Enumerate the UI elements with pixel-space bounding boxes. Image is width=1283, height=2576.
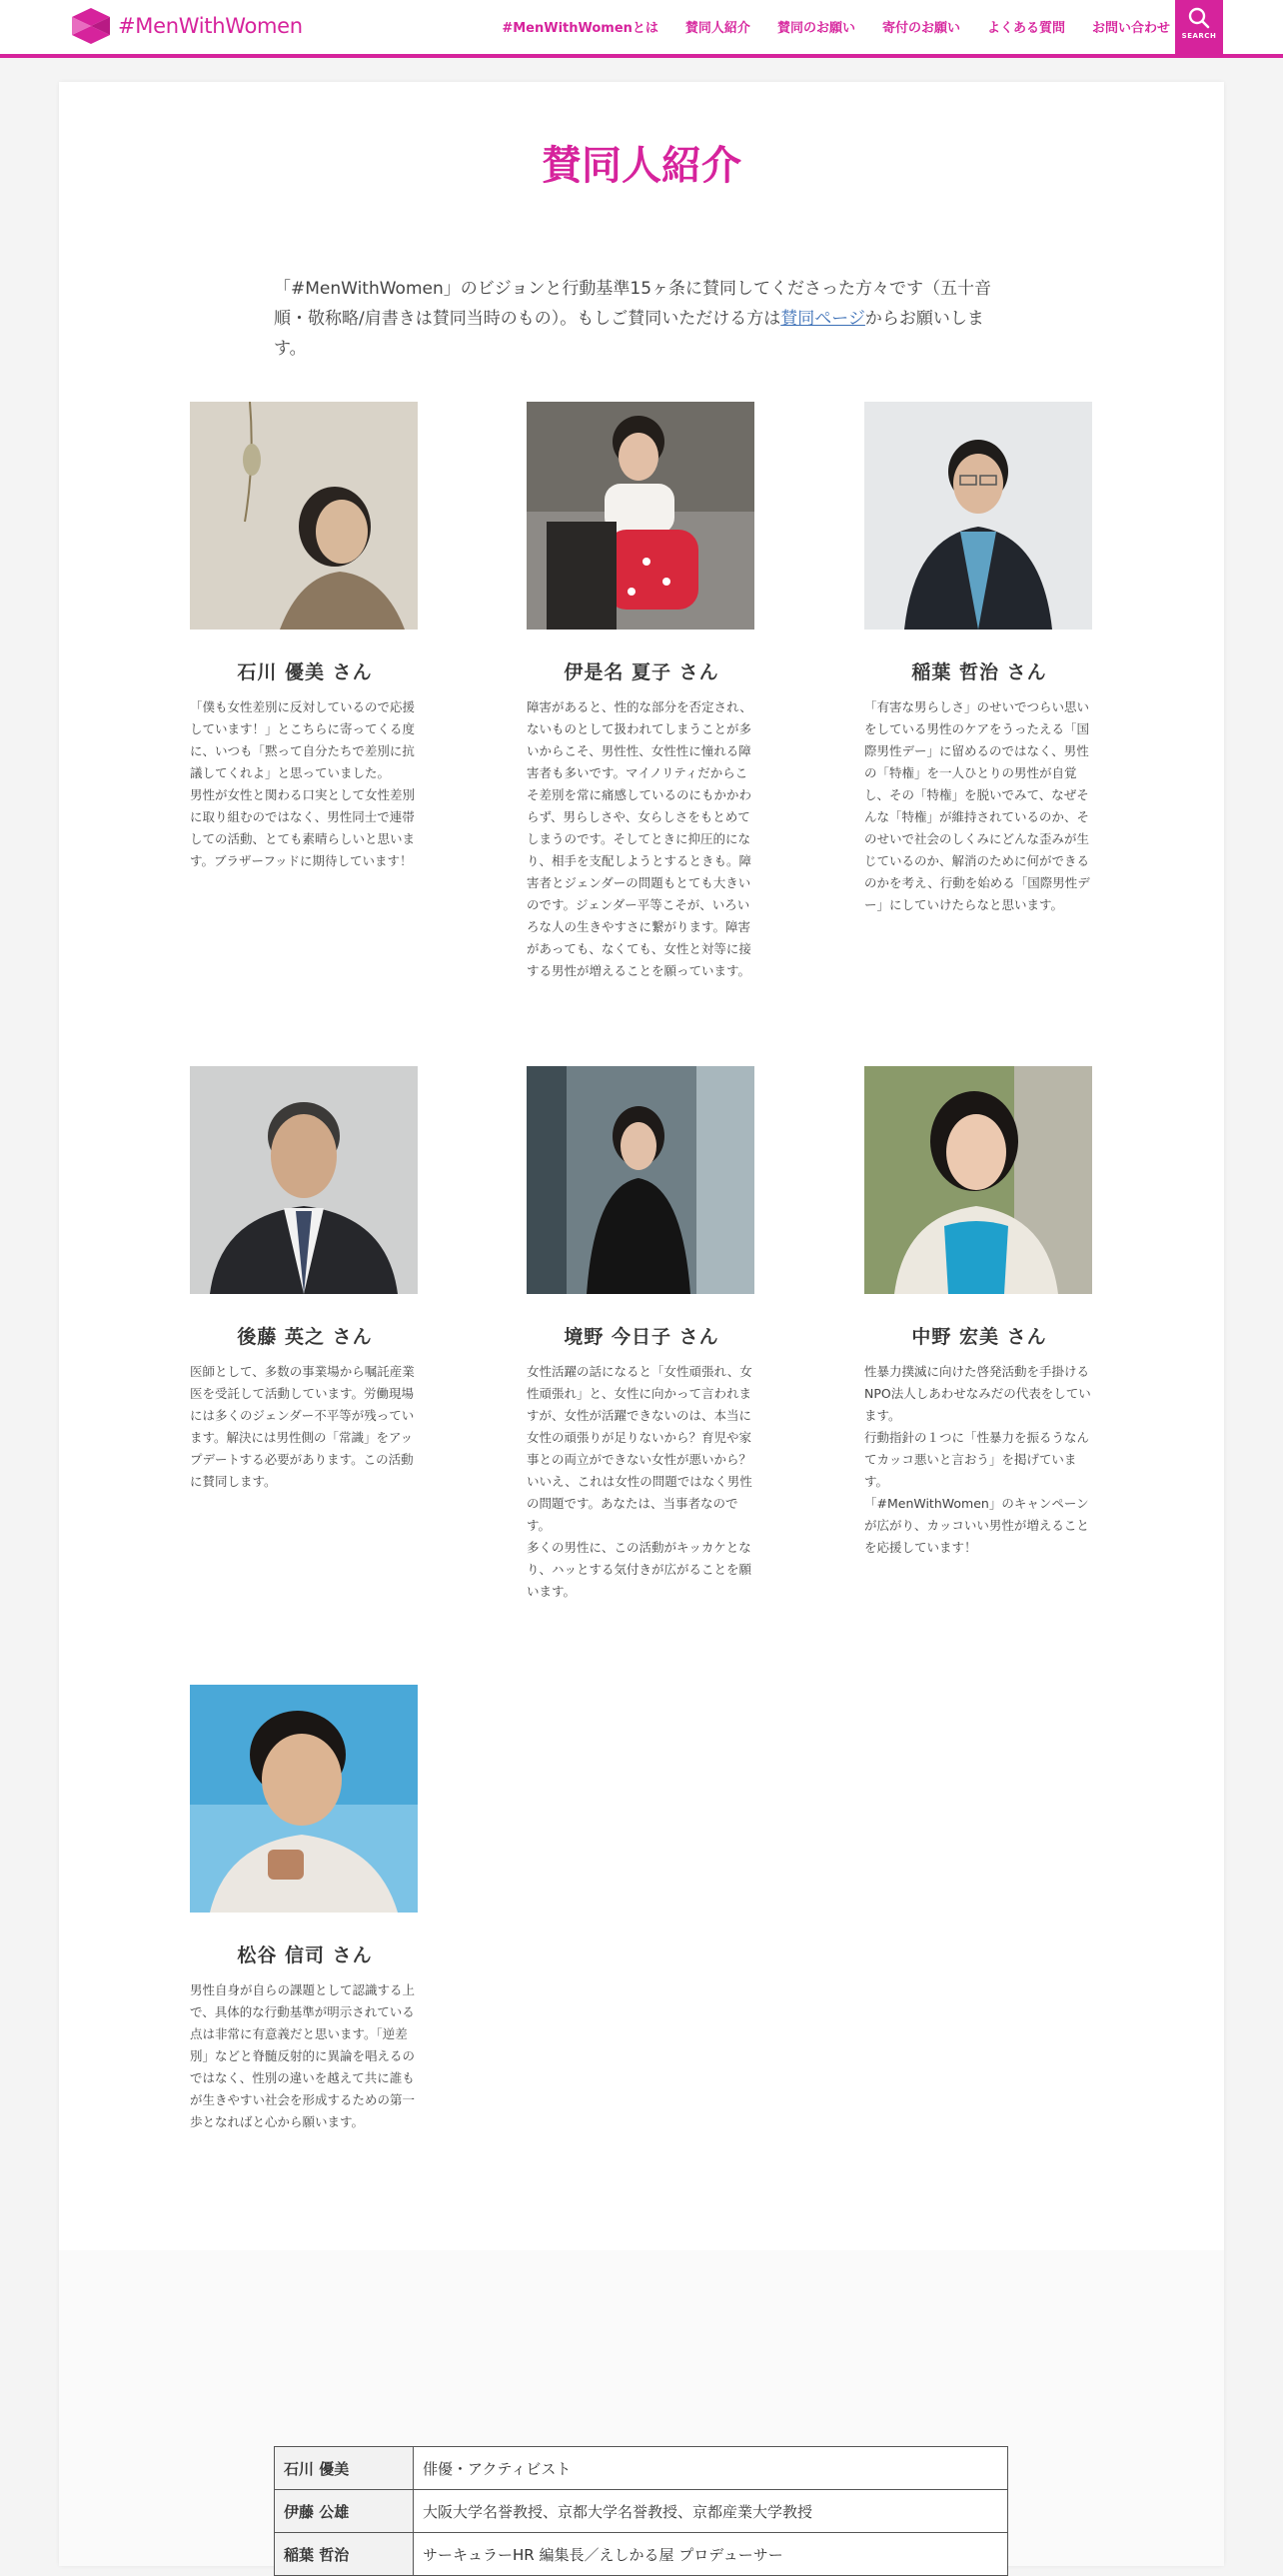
supporter-name: 境野 今日子 さん: [564, 1326, 719, 1348]
content-card: [59, 82, 1224, 2566]
table-cell-role: 俳優・アクティビスト: [414, 2447, 1008, 2490]
nav-faq[interactable]: よくある質問: [986, 20, 1065, 36]
intro-text: [274, 274, 1008, 364]
supporter-photo: [190, 402, 418, 630]
site-logo[interactable]: [72, 8, 303, 44]
nav-about[interactable]: #MenWithWomenとは: [502, 20, 658, 36]
search-button[interactable]: [1175, 0, 1223, 54]
supporter-comment: 女性活躍の話になると「女性頑張れ、女性頑張れ」と、女性に向かって言われますが、女性が活躍できないのは、本当に女性の頑張りが足りないから？育児や家事との両立ができない女性が悪いから？ いいえ、これは女性の問題ではなく男性の問題です。あなたは、当事者なのです。 多くの男性に、この活動がキッカケとなり、ハッとする気付きが広がることを願います。: [527, 1364, 752, 1599]
supporter-photo: [190, 1685, 418, 1913]
supporter-card: [190, 1685, 420, 2133]
supporter-photo: [864, 402, 1092, 630]
supporter-comment: 男性自身が自らの課題として認識する上で、具体的な行動基準が明示されている点は非常に有意義だと思います。「逆差別」などと脊髄反射的に異論を唱えるのではなく、性別の違いを越えて共に誰もが生きやすい社会を形成するための第一歩となればと心から願います。: [190, 1982, 416, 2129]
table-cell-role: 大阪大学名誉教授、京都大学名誉教授、京都産業大学教授: [414, 2490, 1008, 2533]
supporter-comment: 障害があると、性的な部分を否定され、ないものとして扱われてしまうことが多いからこそ、男性性、女性性に憧れる障害者も多いです。マイノリティだからこそ差別を常に痛感しているのにもかかわらず、男らしさや、女らしさをもとめてしまうのです。そしてときに抑圧的になり、相手を支配しようとするときも。障害者とジェンダーの問題もとても大きいのです。ジェンダー平等こそが、いろいろな人の生きやすさに繋がります。障害があっても、なくても、女性と対等に接する男性が増えることを願っています。: [527, 699, 752, 978]
supporter-name: 松谷 信司 さん: [237, 1944, 373, 1966]
supporter-card: [864, 402, 1094, 916]
supporter-comment: 性暴力撲滅に向けた啓発活動を手掛けるNPO法人しあわせなみだの代表をしています。 行動指針の１つに「性暴力を振るうなんてカッコ悪いと言おう」を掲げています。 「#MenWithWomen」のキャンペーンが広がり、カッコいい男性が増えることを応援しています！: [864, 1364, 1091, 1555]
supporter-name: 稲葉 哲治 さん: [911, 661, 1047, 683]
table-cell-role: サーキュラーHR 編集長／えしかる屋 プロデューサー: [414, 2533, 1008, 2576]
supporter-card: [864, 1066, 1094, 1559]
nav-donate[interactable]: 寄付のお願い: [881, 20, 960, 36]
supporter-card: [527, 402, 756, 982]
supporter-name: 伊是名 夏子 さん: [564, 661, 719, 683]
table-row: [275, 2490, 1008, 2533]
table-row: [275, 2447, 1008, 2490]
supporter-name: 石川 優美 さん: [237, 661, 373, 683]
supporter-card: [527, 1066, 756, 1603]
supporter-photo: [864, 1066, 1092, 1294]
supporter-name: 中野 宏美 さん: [911, 1326, 1047, 1348]
supporter-comment: 医師として、多数の事業場から嘱託産業医を受託して活動しています。労働現場には多くのジェンダー不平等が残っています。解決には男性側の「常識」をアップデートする必要があります。この活動に賛同します。: [190, 1364, 415, 1489]
supporter-card: [190, 1066, 420, 1493]
main-nav: [475, 0, 1170, 52]
table-cell-name: 石川 優美: [275, 2447, 414, 2490]
page-title: 賛同人紹介: [542, 143, 741, 189]
supporter-photo: [190, 1066, 418, 1294]
supporter-roles-table: [274, 2446, 1008, 2576]
table-row: [275, 2533, 1008, 2576]
nav-contact[interactable]: お問い合わせ: [1091, 20, 1170, 36]
search-icon: [1175, 7, 1223, 29]
supporter-comment: 「有害な男らしさ」のせいでつらい思いをしている男性のケアをうったえる「国際男性デー」に留めるのではなく、男性の「特権」を一人ひとりの男性が自覚し、その「特権」を脱いでみて、なぜそんな「特権」が維持されているのか、そのせいで社会のしくみにどんな歪みが生じているのか、解消のために何ができるのかを考え、行動を始める「国際男性デー」にしていけたらなと思います。: [864, 699, 1090, 912]
logo-mark-icon: [72, 8, 110, 44]
table-cell-name: 伊藤 公雄: [275, 2490, 414, 2533]
supporter-name: 後藤 英之 さん: [237, 1326, 373, 1348]
nav-endorse[interactable]: 賛同のお願い: [776, 20, 855, 36]
logo-text: #MenWithWomen: [118, 14, 303, 38]
supporter-comment: 「僕も女性差別に反対しているので応援しています！」とこちらに寄ってくる度に、いつも「黙って自分たちで差別に抗議してくれよ」と思っていました。 男性が女性と関わる口実として女性差別に取り組むのではなく、男性同士で連帯しての活動、とても素晴らしいと思います。ブラザーフッドに期待しています！: [190, 699, 416, 868]
intro-before: 「#MenWithWomen」のビジョンと行動基準15ヶ条に賛同してくださった方々です（五十音順・敬称略/肩書きは賛同当時のもの）。もしご賛同いただける方は: [274, 279, 992, 329]
site-header: [0, 0, 1283, 58]
supporter-photo: [527, 1066, 754, 1294]
nav-supporters[interactable]: 賛同人紹介: [684, 20, 750, 36]
intro-after: からお願いします。: [274, 309, 984, 359]
supporter-card: [190, 402, 420, 872]
endorse-page-link[interactable]: 賛同ページ: [780, 309, 865, 329]
search-label: SEARCH: [1181, 32, 1217, 40]
table-cell-name: 稲葉 哲治: [275, 2533, 414, 2576]
supporter-photo: [527, 402, 754, 630]
